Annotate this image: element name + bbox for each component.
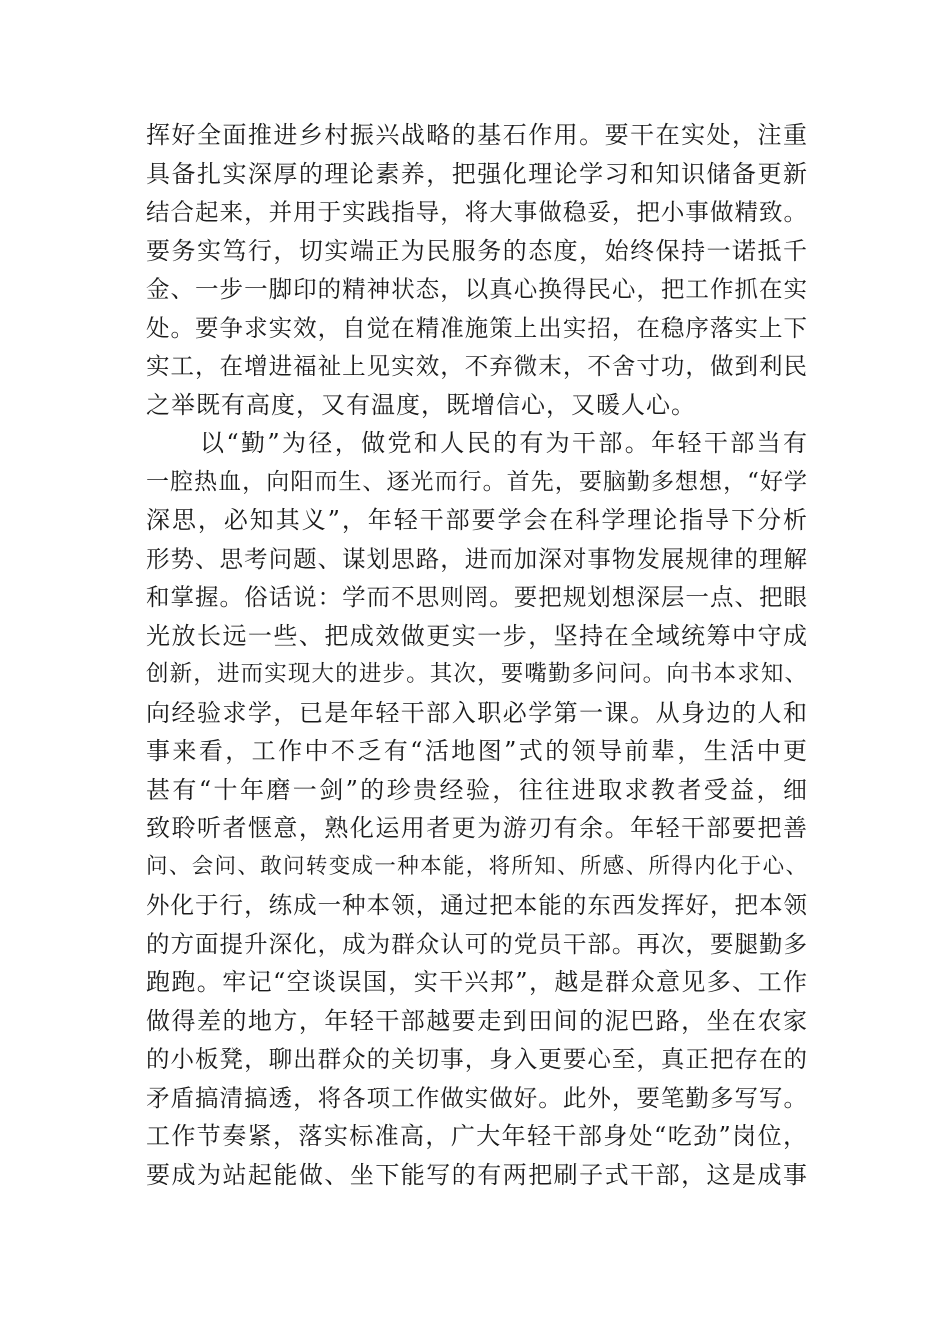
text-line: 处。要争求实效，自觉在精准施策上出实招，在稳序落实上下 [146,313,808,342]
text-line: 要务实笃行，切实端正为民服务的态度，始终保持一诺抵千 [146,236,808,265]
text-line: 创新，进而实现大的进步。其次，要嘴勤多问问。向书本求知、 [146,661,808,687]
text-line: 具备扎实深厚的理论素养，把强化理论学习和知识储备更新 [146,159,808,188]
text-line: 外化于行，练成一种本领，通过把本能的东西发挥好，把本领 [146,891,808,919]
text-line: 问、会问、敢问转变成一种本能，将所知、所感、所得内化于心、 [146,853,808,879]
text-line: 金、一步一脚印的精神状态，以真心换得民心，把工作抓在实 [146,275,808,303]
text-line: 以“勤”为径，做党和人民的有为干部。年轻干部当有 [200,429,808,457]
text-line: 事来看，工作中不乏有“活地图”式的领导前辈，生活中更 [146,737,808,765]
body-text [146,116,808,1194]
paragraph-2 [146,424,808,1194]
text-line: 之举既有高度，又有温度，既增信心，又暖人心。 [146,390,696,419]
text-line: 要成为站起能做、坐下能写的有两把刷子式干部，这是成事 [146,1160,808,1189]
text-line: 矛盾搞清搞透，将各项工作做实做好。此外，要笔勤多写写。 [146,1083,808,1112]
text-line: 光放长远一些、把成效做更实一步，坚持在全域统筹中守成 [146,621,808,650]
text-line: 挥好全面推进乡村振兴战略的基石作用。要干在实处，注重 [146,121,808,149]
text-line: 和掌握。俗话说：学而不思则罔。要把规划想深层一点、把眼 [146,583,808,611]
text-line: 致聆听者惬意，熟化运用者更为游刃有余。年轻干部要把善 [146,814,808,842]
text-line: 结合起来，并用于实践指导，将大事做稳妥，把小事做精致。 [146,198,808,226]
text-line: 跑跑。牢记“空谈误国，实干兴邦”，越是群众意见多、工作 [146,968,808,996]
text-line: 的小板凳，聊出群众的关切事，身入更要心至，真正把存在的 [146,1045,808,1073]
text-line: 一腔热血，向阳而生、逐光而行。首先，要脑勤多想想，“好学 [146,468,808,495]
text-line: 实工，在增进福祉上见实效，不弃微末，不舍寸功，做到利民 [146,352,808,380]
text-line: 甚有“十年磨一剑”的珍贵经验，往往进取求教者受益，细 [146,775,808,804]
text-line: 向经验求学，已是年轻干部入职必学第一课。从身边的人和 [146,698,808,727]
text-line: 形势、思考问题、谋划思路，进而加深对事物发展规律的理解 [146,544,808,573]
paragraph-1 [146,116,808,424]
text-line: 的方面提升深化，成为群众认可的党员干部。再次，要腿勤多 [146,929,808,958]
text-line: 做得差的地方，年轻干部越要走到田间的泥巴路，坐在农家 [146,1006,808,1035]
text-line: 深思，必知其义”，年轻干部要学会在科学理论指导下分析 [146,506,808,534]
text-line: 工作节奏紧，落实标准高，广大年轻干部身处“吃劲”岗位， [146,1122,808,1150]
